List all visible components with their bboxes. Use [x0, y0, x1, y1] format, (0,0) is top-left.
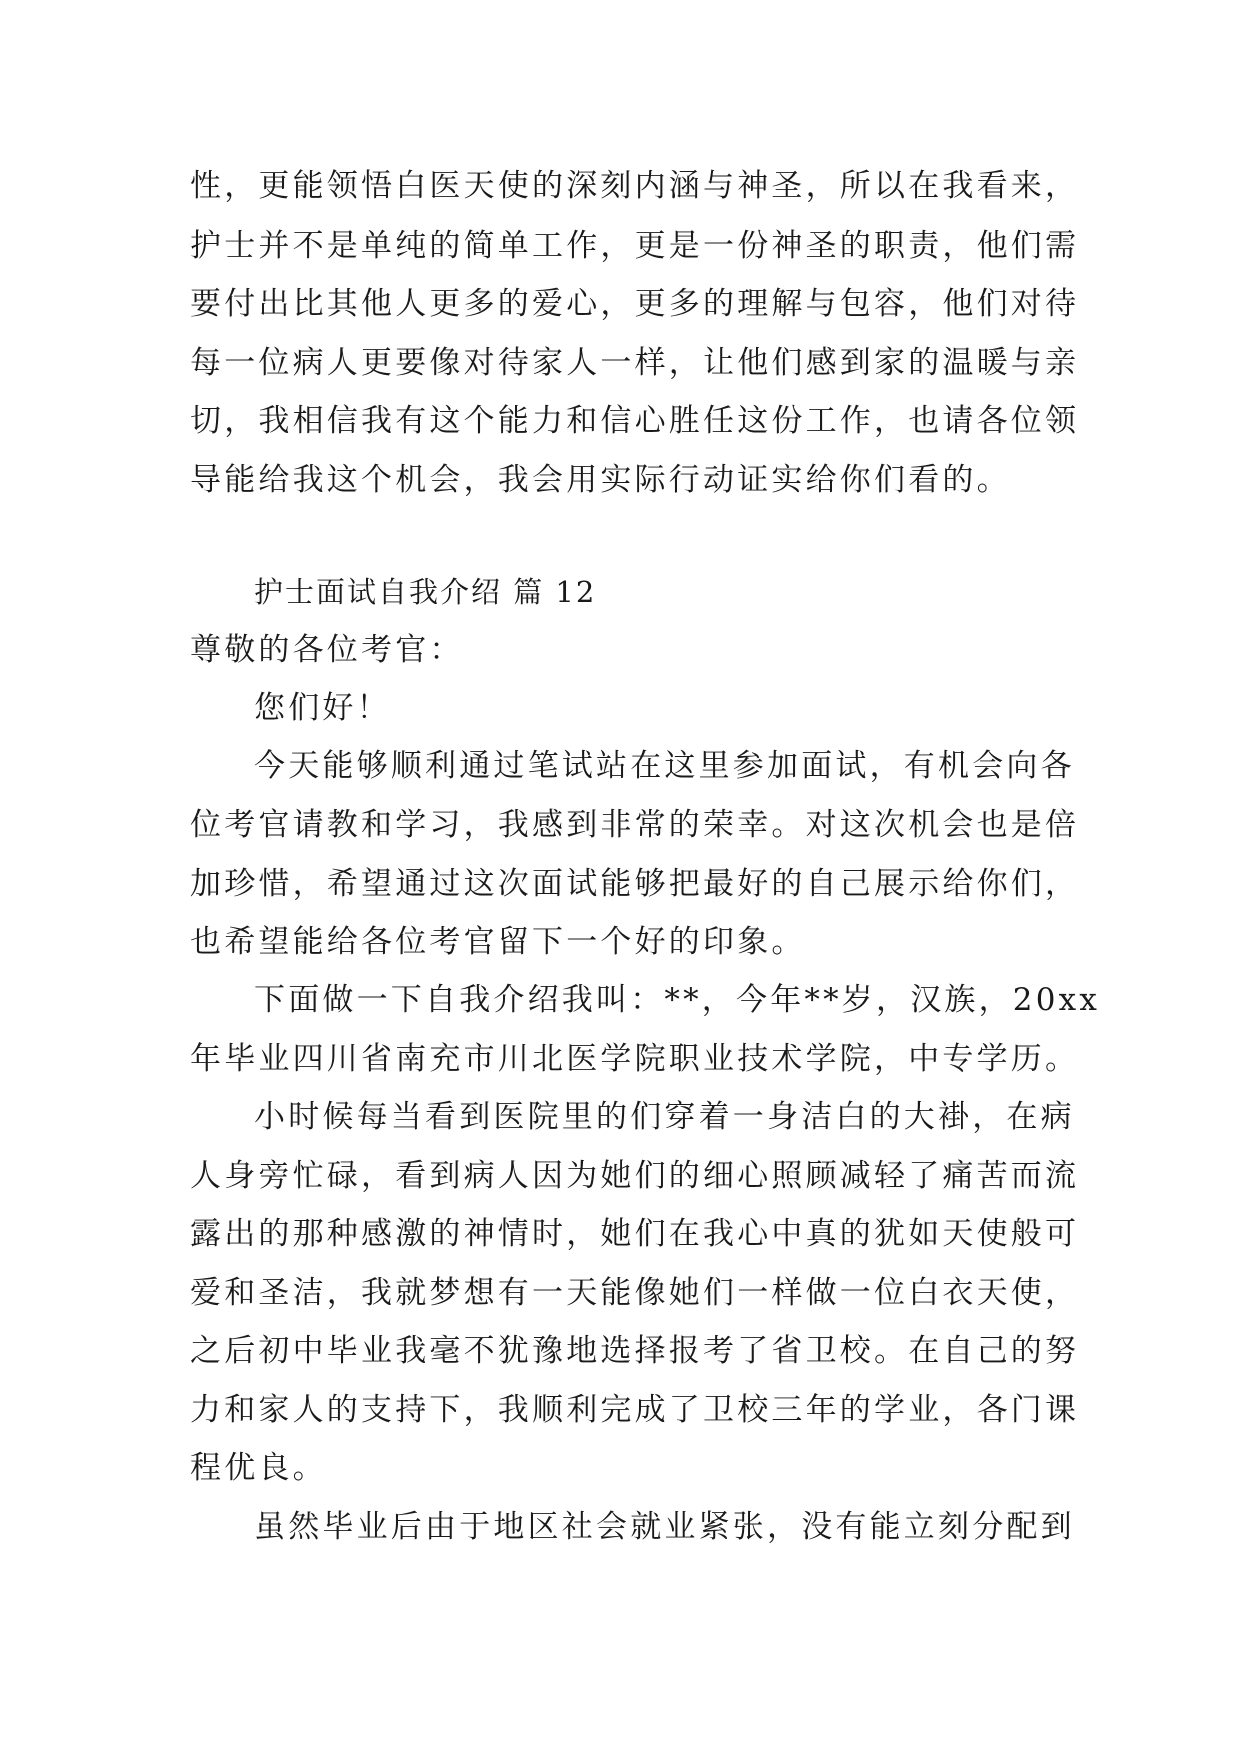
text-line: 小时候每当看到医院里的们穿着一身洁白的大褂，在病	[254, 1099, 1075, 1135]
text-line: 今天能够顺利通过笔试站在这里参加面试，有机会向各	[254, 748, 1075, 784]
section-title: 护士面试自我介绍 篇 12	[254, 575, 597, 609]
text-line: 人身旁忙碌，看到病人因为她们的细心照顾减轻了痛苦而流	[190, 1158, 1080, 1194]
text-line: 之后初中毕业我毫不犹豫地选择报考了省卫校。在自己的努	[190, 1333, 1080, 1369]
greeting: 您们好！	[254, 690, 391, 726]
text-line: 虽然毕业后由于地区社会就业紧张，没有能立刻分配到	[254, 1509, 1075, 1545]
text-line: 力和家人的支持下，我顺利完成了卫校三年的学业，各门课	[190, 1392, 1080, 1428]
text-line: 爱和圣洁，我就梦想有一天能像她们一样做一位白衣天使，	[190, 1275, 1080, 1311]
text-line: 下面做一下自我介绍我叫：**，今年**岁，汉族，20xx	[254, 982, 1101, 1018]
text-line: 露出的那种感激的神情时，她们在我心中真的犹如天使般可	[190, 1216, 1080, 1252]
text-line: 位考官请教和学习，我感到非常的荣幸。对这次机会也是倍	[190, 807, 1080, 843]
text-line: 年毕业四川省南充市川北医学院职业技术学院，中专学历。	[190, 1041, 1080, 1077]
text-line: 导能给我这个机会，我会用实际行动证实给你们看的。	[190, 462, 1011, 498]
text-line: 也希望能给各位考官留下一个好的印象。	[190, 924, 806, 960]
text-line: 护士并不是单纯的简单工作，更是一份神圣的职责，他们需	[190, 228, 1080, 264]
salutation: 尊敬的各位考官：	[190, 632, 464, 668]
text-line: 性，更能领悟白医天使的深刻内涵与神圣，所以在我看来，	[190, 168, 1080, 204]
text-line: 切，我相信我有这个能力和信心胜任这份工作，也请各位领	[190, 403, 1080, 439]
text-line: 要付出比其他人更多的爱心，更多的理解与包容，他们对待	[190, 286, 1080, 322]
text-line: 每一位病人更要像对待家人一样，让他们感到家的温暖与亲	[190, 345, 1080, 381]
text-line: 加珍惜，希望通过这次面试能够把最好的自己展示给你们，	[190, 866, 1080, 902]
text-line: 程优良。	[190, 1450, 327, 1486]
